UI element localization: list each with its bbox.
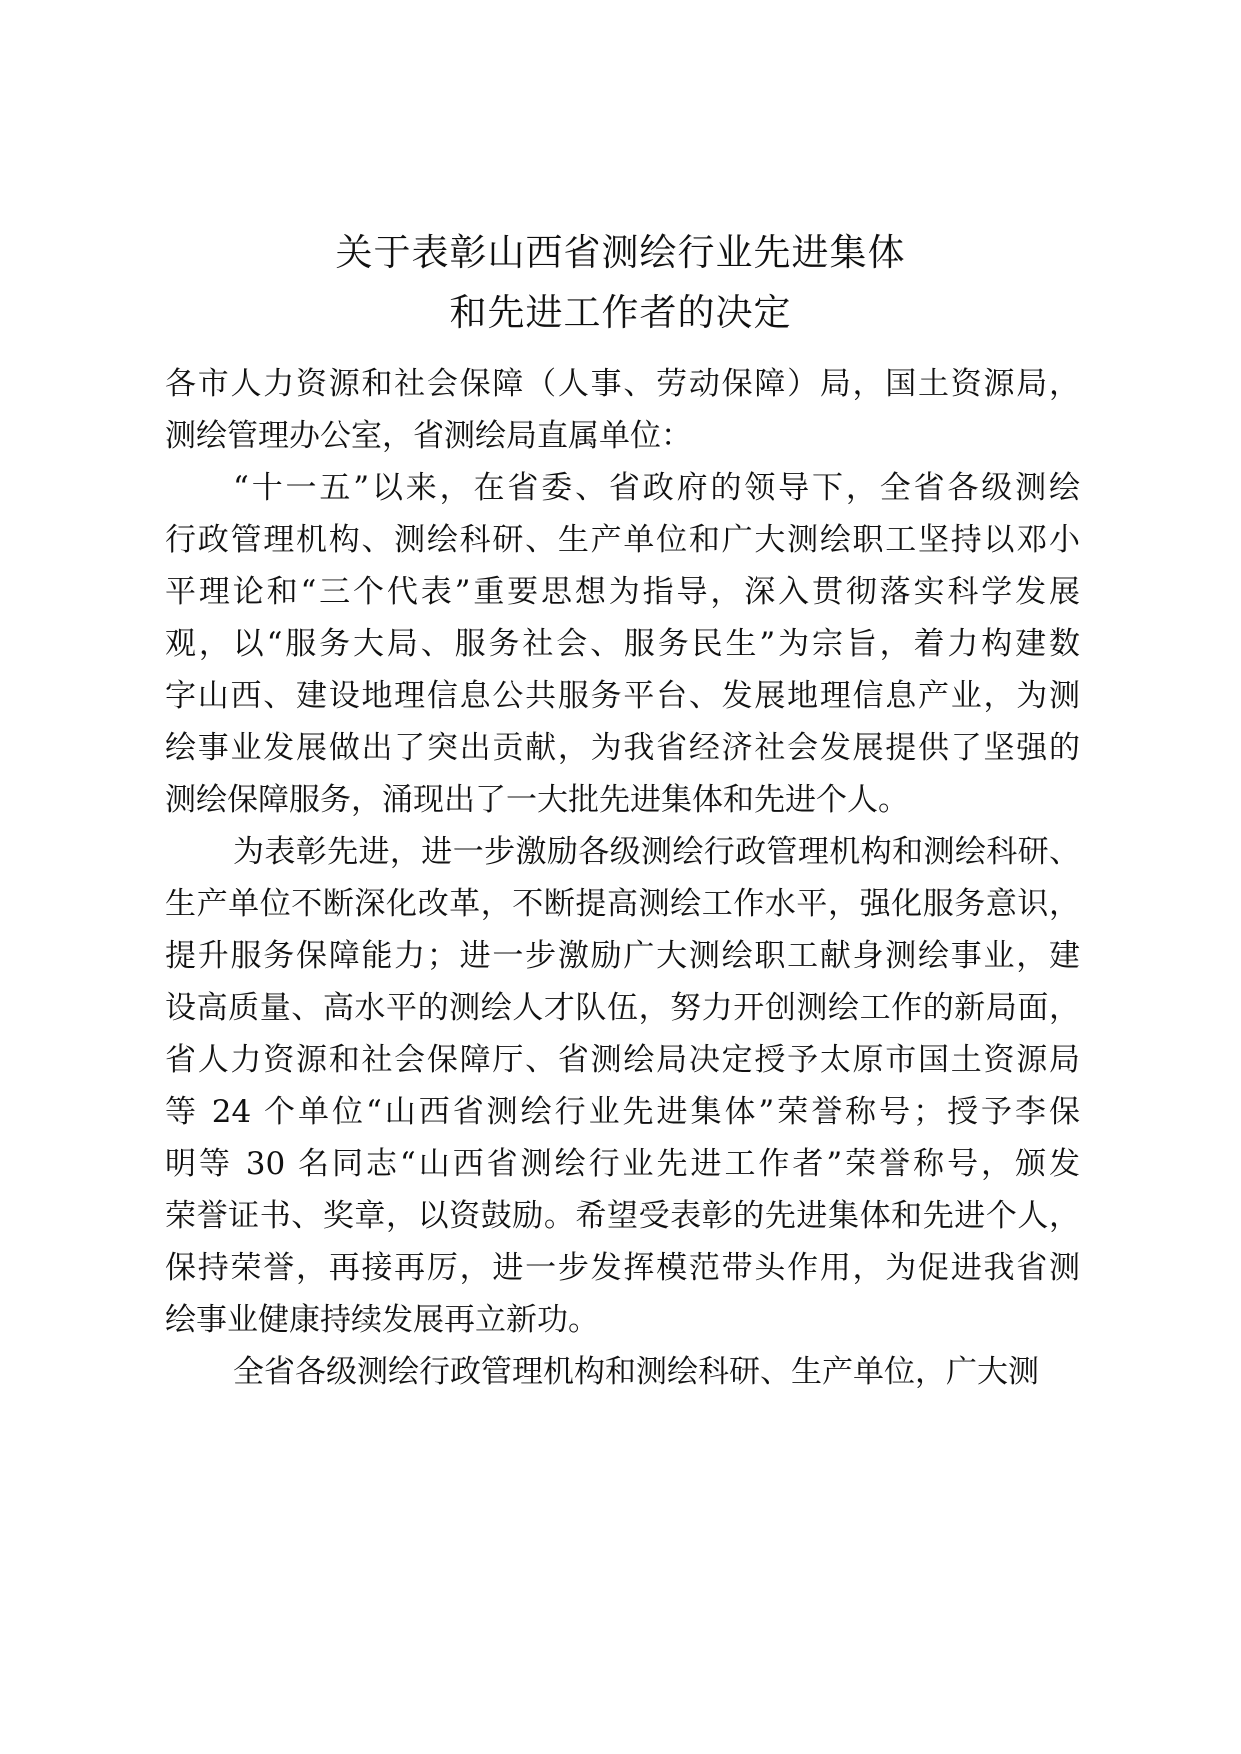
- paragraph-2-line-10: 绘事业健康持续发展再立新功。: [165, 1302, 599, 1338]
- paragraph-1-line-7: 测绘保障服务，涌现出了一大批先进集体和先进个人。: [165, 782, 909, 818]
- paragraph-1-line-3: 平理论和“三个代表”重要思想为指导，深入贯彻落实科学发展: [165, 574, 1080, 610]
- paragraph-1-line-2: 行政管理机构、测绘科研、生产单位和广大测绘职工坚持以邓小: [165, 522, 1080, 558]
- paragraph-2-line-5: 省人力资源和社会保障厅、省测绘局决定授予太原市国土资源局: [165, 1042, 1080, 1078]
- paragraph-3-line-1: 全省各级测绘行政管理机构和测绘科研、生产单位，广大测: [233, 1354, 1039, 1390]
- salutation-line-1: 各市人力资源和社会保障（人事、劳动保障）局，国土资源局，: [165, 366, 1080, 402]
- paragraph-1-line-6: 绘事业发展做出了突出贡献，为我省经济社会发展提供了坚强的: [165, 730, 1080, 766]
- document-title-line-2: 和先进工作者的决定: [449, 291, 792, 334]
- paragraph-1-line-5: 字山西、建设地理信息公共服务平台、发展地理信息产业，为测: [165, 678, 1080, 714]
- paragraph-2-line-2: 生产单位不断深化改革，不断提高测绘工作水平，强化服务意识，: [165, 886, 1080, 922]
- paragraph-2-line-1: 为表彰先进，进一步激励各级测绘行政管理机构和测绘科研、: [233, 834, 1080, 870]
- paragraph-2-line-8: 荣誉证书、奖章，以资鼓励。希望受表彰的先进集体和先进个人，: [165, 1198, 1080, 1234]
- paragraph-1-line-4: 观，以“服务大局、服务社会、服务民生”为宗旨，着力构建数: [165, 626, 1080, 662]
- paragraph-1-line-1: “十一五”以来，在省委、省政府的领导下，全省各级测绘: [233, 470, 1080, 506]
- paragraph-2-line-6: 等 24 个单位“山西省测绘行业先进集体”荣誉称号；授予李保: [165, 1094, 1080, 1130]
- salutation-line-2: 测绘管理办公室，省测绘局直属单位：: [165, 418, 692, 454]
- paragraph-2-line-9: 保持荣誉，再接再厉，进一步发挥模范带头作用，为促进我省测: [165, 1250, 1080, 1286]
- document-title-line-1: 关于表彰山西省测绘行业先进集体: [335, 231, 906, 274]
- paragraph-2-line-4: 设高质量、高水平的测绘人才队伍，努力开创测绘工作的新局面，: [165, 990, 1080, 1026]
- paragraph-2-line-7: 明等 30 名同志“山西省测绘行业先进工作者”荣誉称号，颁发: [165, 1146, 1080, 1182]
- paragraph-2-line-3: 提升服务保障能力；进一步激励广大测绘职工献身测绘事业，建: [165, 938, 1080, 974]
